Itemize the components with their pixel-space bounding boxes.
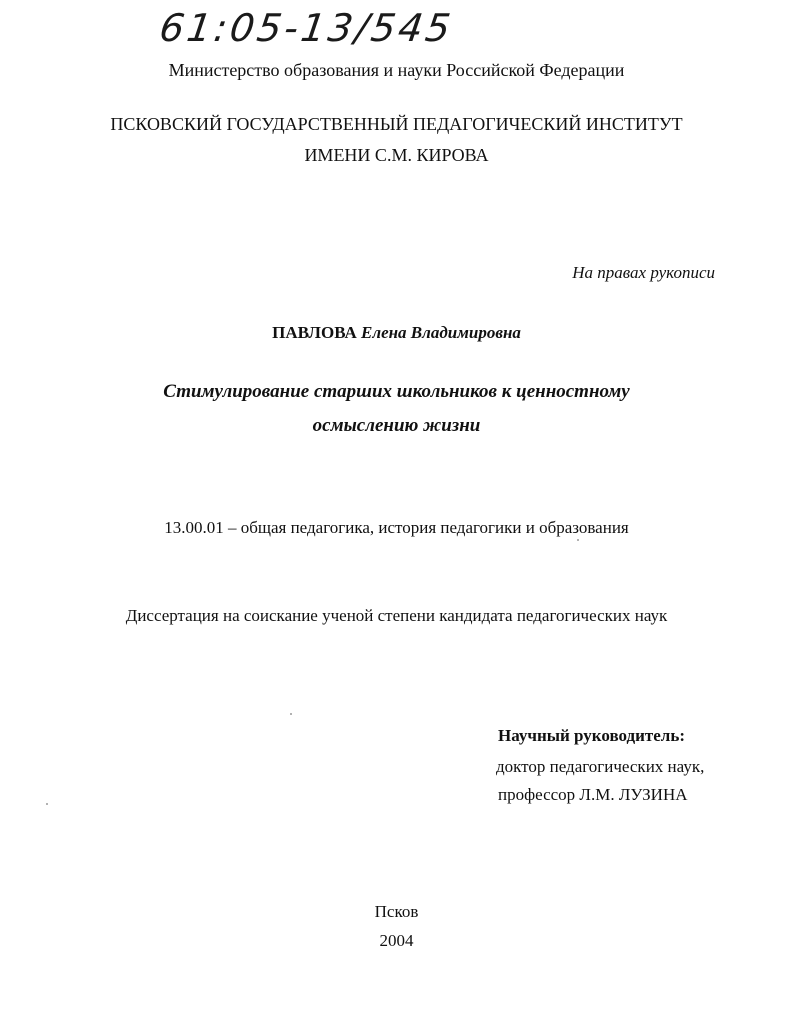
city: Псков xyxy=(374,902,419,921)
supervisor-degree: доктор педагогических наук, xyxy=(496,757,705,776)
dissertation-title-line1: Стимулирование старших школьников к ценностному xyxy=(163,381,630,402)
institute-name-line1: ПСКОВСКИЙ ГОСУДАРСТВЕННЫЙ ПЕДАГОГИЧЕСКИЙ ИНСТИТУТ xyxy=(110,114,683,134)
scan-speck xyxy=(46,803,48,805)
dissertation-title-line2: осмыслению жизни xyxy=(312,415,481,436)
handwritten-catalog-number: 61:05-13/545 xyxy=(156,6,457,50)
scan-speck xyxy=(577,539,579,541)
scan-speck xyxy=(290,713,292,715)
supervisor-name: профессор Л.М. ЛУЗИНА xyxy=(498,785,688,804)
author-surname: ПАВЛОВА xyxy=(272,323,357,342)
institute-name-line2: ИМЕНИ С.М. КИРОВА xyxy=(304,145,489,165)
degree-statement: Диссертация на соискание ученой степени кандидата педагогических наук xyxy=(125,606,668,625)
specialty-code: 13.00.01 – общая педагогика, история педагогики и образования xyxy=(164,518,629,537)
supervisor-heading: Научный руководитель: xyxy=(498,726,685,745)
author-name xyxy=(0,322,793,344)
manuscript-rights-note: На правах рукописи xyxy=(572,263,715,282)
year: 2004 xyxy=(379,931,414,950)
author-given-names: Елена Владимировна xyxy=(361,323,521,342)
ministry-line: Министерство образования и науки Российской Федерации xyxy=(168,60,625,80)
